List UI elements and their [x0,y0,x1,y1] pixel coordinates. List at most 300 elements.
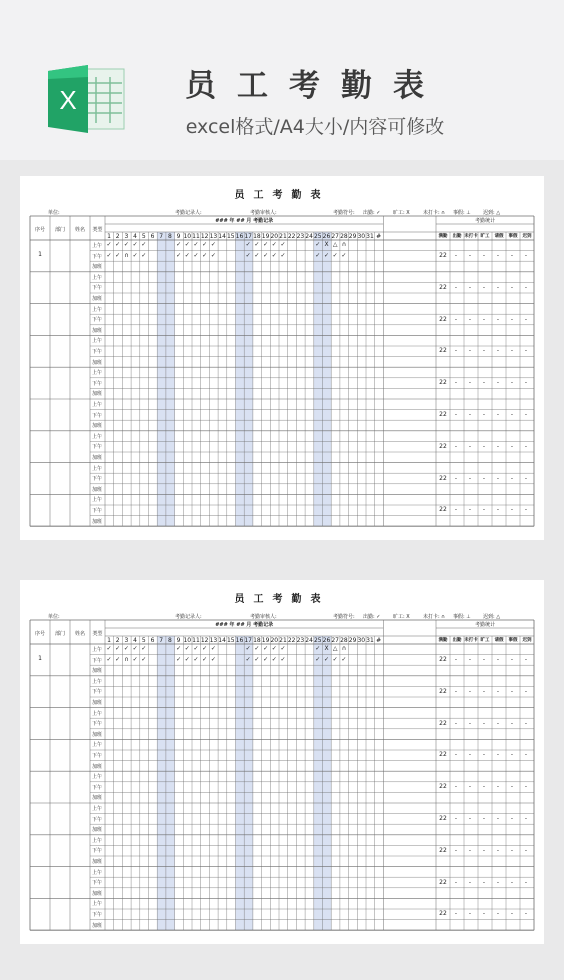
stat-value: - [482,251,486,259]
attendance-mark: ✓ [271,655,277,663]
day-number: 18 [253,637,261,644]
row-type-label: 下午 [92,784,103,791]
stat-value: - [482,379,486,387]
day-number: 8 [167,637,172,644]
attendance-mark: ✓ [245,655,251,663]
row-type-label: 下午 [92,476,103,483]
attendance-mark: ✓ [315,655,321,663]
day-number: 17 [244,233,252,240]
day-number: # [376,233,382,240]
stat-value: - [468,910,472,918]
full-days-value: 22 [439,283,447,291]
day-number: 26 [322,637,331,644]
stat-value: - [454,347,458,355]
stat-value: - [468,783,472,791]
attendance-mark: ✓ [132,645,138,652]
sheet-title: 员工考勤表 [234,594,330,605]
attendance-mark: ✓ [254,645,260,652]
attendance-mark: ✓ [184,645,190,652]
attendance-mark: ✓ [280,645,286,652]
day-number: 11 [192,637,200,644]
stat-value: - [496,687,500,695]
stat-value: - [454,506,458,514]
auditor-label: 考勤审核人: [250,210,277,216]
attendance-mark: ✓ [184,251,190,259]
header-record-title: ### 年 ## 月 考勤记录 [215,218,274,224]
stat-value: - [482,506,486,514]
row-type-label: 加班 [92,763,103,770]
day-number: 5 [141,233,146,240]
row-type-label: 下午 [92,816,103,823]
attendance-mark: ✓ [141,241,147,248]
stat-value: - [510,442,514,450]
attendance-mark: ✓ [254,655,260,663]
header-stats-title: 考勤统计 [474,218,495,224]
row-type-label: 上午 [92,274,103,281]
stat-value: - [524,315,528,323]
row-type-label: 下午 [92,285,103,292]
attendance-mark: ✓ [176,251,182,259]
day-number: 11 [192,233,200,240]
row-type-label: 上午 [92,433,103,440]
attendance-mark: △ [332,645,338,652]
stat-value: - [496,474,500,482]
day-number: 25 [313,637,322,644]
day-number: 20 [270,233,279,240]
attendance-mark: ✓ [184,241,190,248]
stat-value: - [482,347,486,355]
banner [0,0,564,160]
row-type-label: 上午 [92,338,103,345]
attendance-mark: ✓ [193,655,199,663]
row-type-label: 下午 [92,253,103,260]
day-number: 4 [133,637,137,644]
attendance-mark: ✓ [115,251,121,259]
weekend-column [244,232,253,526]
stat-value: - [510,878,514,886]
row-type-label: 加班 [92,668,103,675]
header-type: 类型 [92,227,103,233]
stat-value: - [496,655,500,663]
day-number: 13 [209,233,218,240]
stat-value: - [454,910,458,918]
attendance-mark: ✓ [280,655,286,663]
attendance-mark: ✓ [254,241,260,248]
row-type-label: 加班 [92,859,103,865]
stat-header: 出勤 [452,234,462,239]
row-type-label: 下午 [92,412,103,419]
recorder-label: 考勤记录人: [175,210,202,216]
row-type-label: 加班 [92,922,103,929]
stat-value: - [454,474,458,482]
day-number: 29 [348,637,357,644]
full-days-value: 22 [439,783,447,791]
svg-text:X: X [59,85,77,115]
day-number: 28 [340,637,348,644]
attendance-mark: ✓ [280,251,286,259]
employee-seq: 1 [38,655,42,662]
stat-value: - [468,814,472,822]
stat-value: - [496,347,500,355]
sheet-preview-2 [20,580,544,944]
attendance-mark: ✓ [271,251,277,259]
stat-value: - [482,410,486,418]
day-number: 9 [176,637,181,644]
unit-label: 单位: [48,210,60,216]
row-type-label: 上午 [92,678,103,685]
stat-header: 事假 [508,234,518,239]
stat-value: - [524,878,528,886]
full-days-value: 22 [439,655,447,663]
stat-value: - [468,878,472,886]
header-seq: 序号 [34,631,45,637]
stat-value: - [510,474,514,482]
legend-item: 事假: ⊥ [453,210,471,216]
header-name: 姓名 [74,227,85,233]
stat-header: 请假 [494,234,504,239]
stat-value: - [454,410,458,418]
day-number: 15 [226,233,235,240]
row-type-label: 上午 [92,370,103,377]
stat-value: - [510,719,514,727]
attendance-mark: ✓ [115,241,121,248]
stat-value: - [524,910,528,918]
stat-value: - [482,814,486,822]
legend-item: 迟到: △ [483,210,501,216]
attendance-mark: ✓ [176,655,182,663]
row-type-label: 加班 [92,827,103,834]
stat-header: 事假 [508,638,518,643]
stat-header: 未打卡 [464,234,478,239]
stat-value: - [496,878,500,886]
attendance-mark: ✓ [106,655,112,663]
attendance-mark: ✓ [202,241,208,248]
attendance-mark: ✓ [115,655,121,663]
stat-value: - [524,687,528,695]
stat-value: - [454,687,458,695]
header-seq: 序号 [34,227,45,233]
row-type-label: 加班 [92,731,103,738]
stat-header: 迟到 [522,234,532,239]
row-type-label: 加班 [92,700,103,706]
header-dept: 部门 [54,631,65,637]
stat-value: - [468,719,472,727]
stat-value: - [468,347,472,355]
stat-value: - [524,751,528,759]
legend-item: 出勤: ✓ [363,614,381,620]
attendance-mark: ✓ [210,251,216,259]
stat-value: - [496,846,500,854]
day-number: 28 [340,233,348,240]
stat-value: - [510,410,514,418]
day-number: 14 [218,637,226,644]
day-number: 31 [366,637,374,644]
stat-value: - [524,846,528,854]
attendance-mark: ✓ [315,251,321,259]
attendance-mark: ✓ [176,241,182,248]
stat-value: - [482,315,486,323]
day-number: 3 [124,233,129,240]
weekend-column [236,232,245,526]
header-dept: 部门 [54,227,65,233]
day-number: 8 [167,233,172,240]
day-number: 4 [133,233,137,240]
attendance-mark: X [324,241,329,248]
weekend-column [323,232,332,526]
attendance-mark: ✓ [106,645,112,652]
full-days-value: 22 [439,442,447,450]
day-number: 10 [183,637,192,644]
stat-value: - [510,251,514,259]
day-number: 30 [357,233,366,240]
stat-value: - [482,442,486,450]
day-number: 23 [296,637,305,644]
attendance-mark: ✓ [141,655,147,663]
day-number: 24 [305,637,313,644]
day-number: 2 [115,637,120,644]
attendance-mark: ✓ [202,645,208,652]
attendance-mark: ✓ [245,251,251,259]
day-number: 7 [159,233,164,240]
stat-value: - [468,687,472,695]
row-type-label: 加班 [92,423,103,430]
header-stats-title: 考勤统计 [474,622,495,628]
stat-value: - [468,251,472,259]
day-number: # [376,637,382,644]
stat-value: - [524,442,528,450]
stat-value: - [496,506,500,514]
stat-value: - [454,846,458,854]
day-number: 21 [279,233,287,240]
stat-value: - [510,655,514,663]
stat-value: - [482,687,486,695]
unit-label: 单位: [48,614,60,620]
full-days-value: 22 [439,474,447,482]
attendance-mark: ✓ [263,251,269,259]
stat-value: - [510,506,514,514]
stat-value: - [482,878,486,886]
attendance-mark: ✓ [210,655,216,663]
attendance-mark: ✓ [245,645,251,652]
day-number: 12 [200,233,209,240]
full-days-value: 22 [439,347,447,355]
day-number: 6 [150,637,155,644]
stat-value: - [524,474,528,482]
stat-value: - [454,251,458,259]
attendance-mark: ✓ [263,645,269,652]
stat-value: - [454,719,458,727]
full-days-value: 22 [439,410,447,418]
row-type-label: 上午 [92,869,103,876]
header-type: 类型 [92,631,103,637]
stat-header: 旷工 [480,638,490,643]
stat-value: - [524,783,528,791]
attendance-mark: ✓ [141,645,147,652]
attendance-mark: ∩ [341,241,347,248]
day-number: 18 [253,233,261,240]
day-number: 26 [322,233,331,240]
row-type-label: 下午 [92,317,103,324]
symbols-label: 考勤符号: [333,614,355,620]
stat-value: - [524,655,528,663]
attendance-mark: ✓ [341,251,347,259]
attendance-mark: ✓ [202,251,208,259]
row-type-label: 下午 [92,912,103,918]
sheet-title: 员工考勤表 [234,190,330,201]
day-number: 13 [209,637,218,644]
stat-value: - [454,655,458,663]
attendance-mark: ✓ [132,241,138,248]
full-days-value: 22 [439,846,447,854]
stat-header: 满勤 [438,638,448,643]
stat-header: 迟到 [522,638,532,643]
day-number: 6 [150,233,155,240]
row-type-label: 上午 [92,901,103,908]
row-type-label: 加班 [92,455,103,461]
stat-header: 旷工 [480,234,490,239]
attendance-mark: ✓ [315,241,321,248]
full-days-value: 22 [439,878,447,886]
legend-item: 未打卡: ∩ [423,210,445,216]
stat-value: - [510,315,514,323]
full-days-value: 22 [439,315,447,323]
row-type-label: 下午 [92,380,103,387]
banner-subtitle: excel格式/A4大小/内容可修改 [185,116,445,138]
row-type-label: 上午 [92,465,103,472]
excel-icon [48,63,126,135]
day-number: 1 [107,233,111,240]
day-number: 9 [176,233,181,240]
day-number: 25 [313,233,322,240]
attendance-mark: ✓ [115,645,121,652]
attendance-mark: ✓ [271,645,277,652]
stat-value: - [468,506,472,514]
stat-value: - [524,719,528,727]
stat-value: - [510,910,514,918]
weekend-column [314,636,323,930]
stat-value: - [454,283,458,291]
attendance-mark: ✓ [106,241,112,248]
row-type-label: 下午 [92,689,103,696]
stat-value: - [482,474,486,482]
attendance-mark: ∩ [341,645,347,652]
weekend-column [236,636,245,930]
full-days-value: 22 [439,751,447,759]
day-number: 16 [235,637,244,644]
stat-value: - [510,783,514,791]
day-number: 15 [226,637,235,644]
row-type-label: 加班 [92,795,103,802]
stat-value: - [524,283,528,291]
row-type-label: 加班 [92,264,103,271]
attendance-mark: ✓ [132,251,138,259]
stat-value: - [496,751,500,759]
day-number: 17 [244,637,252,644]
attendance-mark: ✓ [323,655,330,663]
stat-value: - [524,347,528,355]
stat-value: - [510,347,514,355]
row-type-label: 上午 [92,306,103,313]
attendance-mark: ✓ [202,655,208,663]
day-number: 19 [261,637,270,644]
day-number: 7 [159,637,164,644]
full-days-value: 22 [439,910,447,918]
legend-item: 未打卡: ∩ [423,614,445,620]
attendance-mark: ✓ [193,645,199,652]
stat-value: - [468,474,472,482]
stat-value: - [454,315,458,323]
weekend-column [157,232,166,526]
stat-value: - [510,751,514,759]
row-type-label: 加班 [92,359,103,366]
attendance-mark: X [324,645,329,652]
day-number: 14 [218,233,226,240]
weekend-column [166,232,175,526]
row-type-label: 上午 [92,647,103,653]
attendance-mark: ✓ [123,645,129,652]
symbols-label: 考勤符号: [333,210,355,216]
attendance-mark: ✓ [245,241,251,248]
legend-item: 迟到: △ [483,614,501,620]
day-number: 19 [261,233,270,240]
full-days-value: 22 [439,687,447,695]
row-type-label: 上午 [92,774,103,781]
stat-value: - [496,783,500,791]
attendance-mark: ✓ [254,251,260,259]
day-number: 20 [270,637,279,644]
attendance-mark: ✓ [263,655,269,663]
stat-value: - [524,814,528,822]
row-type-label: 下午 [92,753,103,759]
stat-value: - [482,751,486,759]
attendance-mark: ✓ [123,241,129,248]
attendance-mark: ✓ [184,655,190,663]
stat-value: - [454,814,458,822]
row-type-label: 加班 [92,890,103,897]
attendance-mark: ✓ [176,645,182,652]
legend-item: 事假: ⊥ [453,614,471,620]
stat-value: - [510,814,514,822]
day-number: 21 [279,637,287,644]
header-name: 姓名 [74,631,85,637]
weekend-column [314,232,323,526]
row-type-label: 下午 [92,657,103,664]
stat-value: - [482,783,486,791]
row-type-label: 加班 [92,518,103,525]
stat-header: 请假 [494,638,504,643]
day-number: 22 [287,233,296,240]
row-type-label: 上午 [92,402,103,408]
row-type-label: 上午 [92,742,103,749]
banner-title: 员工考勤表 [185,68,445,104]
row-type-label: 下午 [92,848,103,855]
attendance-mark: ✓ [332,251,338,259]
attendance-mark: ∩ [124,655,129,663]
attendance-mark: ∩ [124,251,129,259]
stat-value: - [482,283,486,291]
day-number: 31 [366,233,374,240]
row-type-label: 加班 [92,296,103,302]
stat-value: - [468,442,472,450]
full-days-value: 22 [439,814,447,822]
stat-value: - [468,655,472,663]
day-number: 24 [305,233,313,240]
stat-value: - [524,410,528,418]
stat-header: 满勤 [438,234,448,239]
row-type-label: 加班 [92,391,103,398]
day-number: 5 [141,637,146,644]
attendance-mark: ✓ [210,241,216,248]
